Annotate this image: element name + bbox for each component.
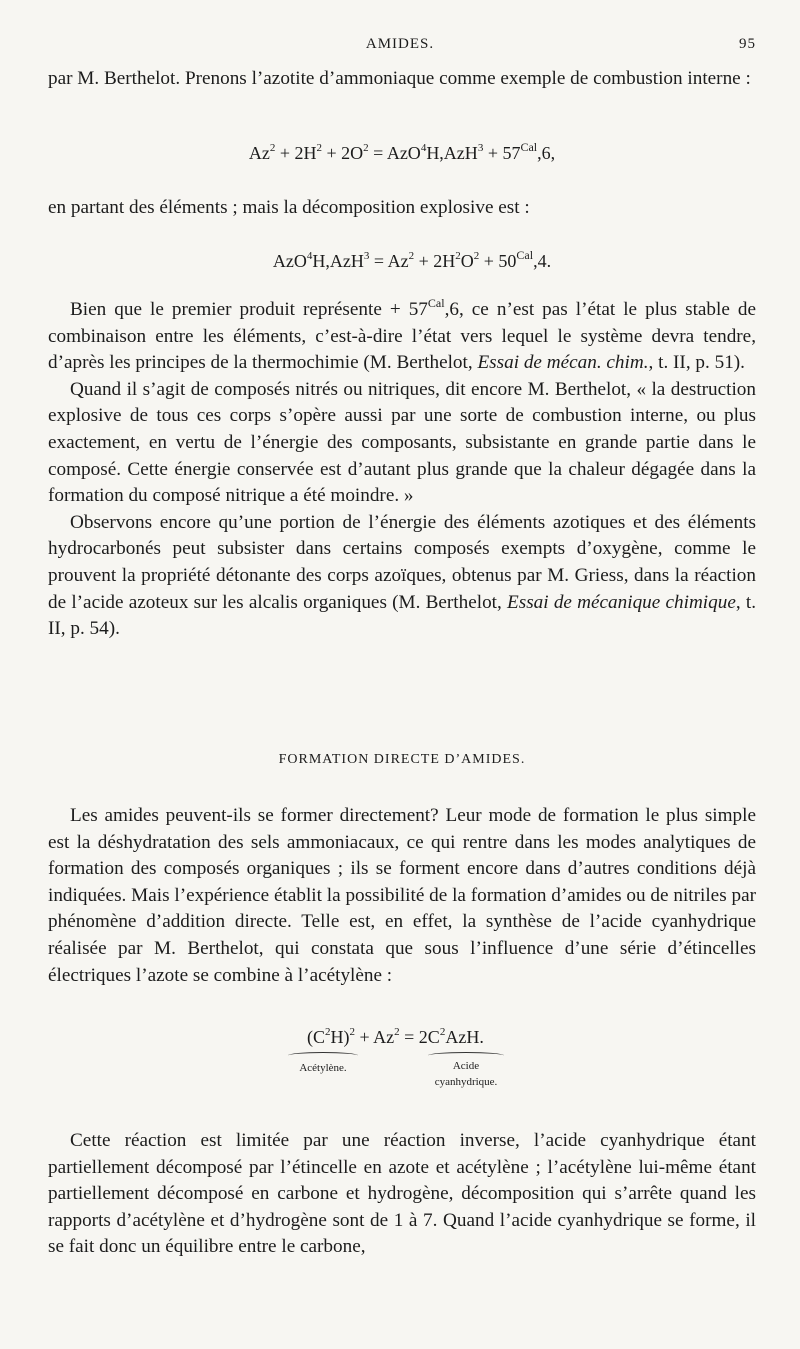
underbrace-acetylene	[288, 1052, 358, 1059]
paragraph-7	[48, 1128, 756, 1261]
paragraph-2	[48, 195, 756, 222]
page-number: 95	[739, 36, 756, 52]
paragraph-3: Bien que le premier produit représente + $57^{Cal},6$, ce n’est pas l’état le plus stable de combinaison entre les éléments, c’est-à-dire l’état vers lequel le système devra tendre, d’après les principes de la thermochimie (M. Berthelot, Essai de mécan. chim., t. II, p. 51).	[48, 295, 756, 374]
page-header	[0, 36, 800, 56]
paragraph-6-text: Les amides peuvent-ils se former directement? Leur mode de formation le plus simple est la déshydratation des sels ammoniacaux, ce qui rentre dans les modes analytiques de formation des composés organiques ; ils se forment encore dans d’autres conditions déjà indiquées. Mais l’expérience établit la possibilité de la formation d’amides ou de nitriles par phénomène d’addition directe. Telle est, en effet, la synthèse de l’acide cyanhydrique réalisée par M. Berthelot, qui constata que sous l’influence d’une série d’étincelles électriques l’azote se combine à l’acétylène :	[48, 805, 756, 986]
section-heading: FORMATION DIRECTE D’AMIDES.	[278, 752, 526, 767]
label-cyanhydric-acid: Acide cyanhydrique.	[434, 1060, 498, 1088]
label-acetylene: Acétylène.	[299, 1062, 347, 1074]
running-title: AMIDES.	[365, 36, 435, 52]
paragraph-6	[48, 803, 756, 989]
formula-combustion: $Az^2 + 2H^2 + 2O^2 = AzO^4H,AzH^3 + 57^{Cal},6$,	[248, 140, 556, 163]
paragraph-1	[48, 66, 756, 93]
paragraph-5: Observons encore qu’une portion de l’énergie des éléments azotiques et des éléments hydrocarbonés peut subsister dans certains composés exempts d’oxygène, comme le prouvent la propriété détonante des corps azoïques, obtenus par M. Griess, dans la réaction de l’acide azoteux sur les alcalis organiques (M. Berthelot, Essai de mécanique chimique, t. II, p. 54).	[48, 511, 756, 640]
body-text-block-1	[48, 297, 756, 643]
formula-explosive-decomposition: $AzO^4H,AzH^3 = Az^2 + 2H^2O^2 + 50^{Cal},4$.	[272, 248, 552, 271]
paragraph-4: Quand il s’agit de composés nitrés ou nitriques, dit encore M. Berthelot, « la destruction explosive de tous ces corps s’opère aussi par une sorte de combustion interne, ou plus exactement, en vertu de l’énergie des composants, subsistante en grande partie dans le composé. Cette énergie conservée est d’autant plus grande que la chaleur dégagée dans la formation du composé nitrique a été moindre. »	[48, 378, 756, 507]
paragraph-2-text: en partant des éléments ; mais la décomposition explosive est :	[48, 197, 530, 218]
formula-acetylene-synthesis-equation: $(C^2H)^2 + Az^2 = 2C^2AzH$.	[307, 1026, 484, 1047]
paragraph-7-text: Cette réaction est limitée par une réaction inverse, l’acide cyanhydrique étant partiellement décomposé par l’étincelle en azote et acétylène ; l’acétylène lui-même étant partiellement décomposé en carbone et hydrogène, décomposition qui s’arrête quand les rapports d’acétylène et d’hydrogène sont de 1 à 7. Quand l’acide cyanhydrique se forme, il se fait donc un équilibre entre le carbone,	[48, 1130, 756, 1258]
paragraph-1-text: par M. Berthelot. Prenons l’azotite d’ammoniaque comme exemple de combustion interne :	[48, 68, 751, 89]
